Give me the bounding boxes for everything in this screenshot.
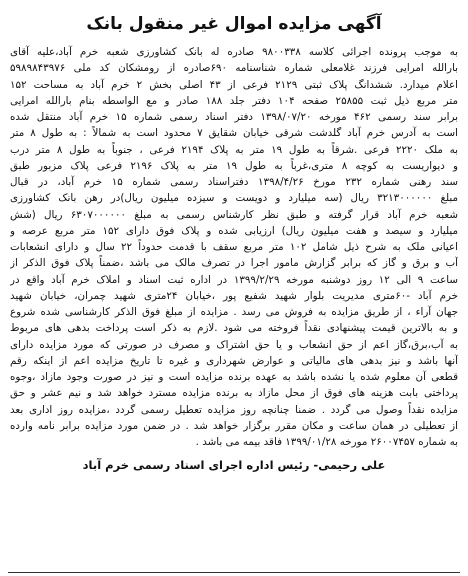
bottom-divider	[8, 572, 460, 573]
notice-line: مزایده نقداً وصول می گردد . ضمنا چنانچه روز مزایده تعطیل رسمی گردد ،مزایده روز اداری بعد	[10, 403, 458, 416]
notice-line: به ملک ۲۲۲۰ فرعی .شرقاً به طول ۱۹ متر به پلاک ۲۱۹۴ فرعی ، جنوباً به طول ۸ متر درب	[10, 143, 458, 156]
notice-title: آگهی مزایده اموال غیر منقول بانک	[86, 14, 382, 34]
notice-line: آنها باشد و نیز بدهی های مالیاتی و عوارض شهرداری و غیره تا تاریخ مزایده اعم از اینکه رقم	[10, 354, 458, 367]
notice-line: متر مربع ذیل ثبت ۲۵۸۵۵ صفحه ۱۰۴ دفتر جلد ۱۸۸ صادر و مع الواسطه بنام بارالله امرایی	[10, 94, 458, 107]
notice-line: بارالله امرایی فرزند غلامعلی شماره شناسنامه ۶۹۰صادره از رومشکان کد ملی ۵۹۸۹۸۴۳۹۷۶	[10, 62, 458, 75]
notice-line: سند رهنی شماره ۲۳۲ مورخ ۱۳۹۸/۴/۲۶ دفتراسناد رسمی شماره ۱۵ خرم آباد، در قبال	[10, 176, 458, 188]
notice-body	[10, 44, 458, 450]
notice-line: ساعت ۹ الی ۱۲ روز دوشنبه مورخه ۱۳۹۹/۲/۲۹ در اداره ثبت اسناد و املاک خرم آباد واقع در	[10, 273, 458, 286]
notice-line: برابر سند رسمی ۴۶۲ مورخه ۱۳۹۸/۰۷/۲۰ دفتر اسناد رسمی شماره ۱۵ خرم آباد منتقل شده	[10, 111, 458, 123]
notice-line: به موجب پرونده اجرائی کلاسه ۹۸۰۰۳۳۸ صادره له بانک کشاورزی شعبه خرم آباد،علیه آقای	[10, 46, 458, 58]
notice-line: به آب،برق،گاز اعم از حق انشعاب و یا حق اشتراک و مصرف در صورتی که مورد مزایده دارای	[10, 338, 458, 351]
notice-line: اعیانی ملک به شرح ذیل شامل ۱۰۲ متر مربع سقف با قدمت حدوداً ۲۲ سال و دارای انشعابات	[10, 241, 458, 253]
notice-line: و به بالاترین قیمت پیشنهادی نقداً فروخته می شود .لازم به ذکر است پرداخت بدهی های مربوط	[10, 322, 458, 335]
notice-line: خرم آباد -۶۰متری مدیریت بلوار شهید شفیع پور ،خیابان ۲۴متری شهید چمران، خیابان شهید	[10, 289, 458, 302]
signature: علی رحیمی- رئیس اداره اجرای اسناد رسمی خرم آباد	[82, 458, 386, 473]
notice-line: آب و برق و گاز که برابر گزارش مامور اجرا در تصرف مالک می باشد ،ضمناً پلاک فوق الذکر از	[10, 257, 458, 270]
notice-line: قطعی آن معلوم شده یا نشده باشد به عهده برنده مزایده است و نیز در صورت وجود مازاد ،وجوه	[10, 371, 458, 383]
notice-line: مبلغ ۳۲۱۳۰۰۰۰۰۰ ریال (سه میلیارد و دویست و سیزده میلیون ریال)در رهن بانک کشاورزی	[10, 192, 458, 205]
notice-line: شعبه خرم آباد قرار گرفته و طبق نظر کارشناس رسمی به مبلغ ۶۳۰۷۰۰۰۰۰۰ ریال (شش	[10, 208, 458, 221]
notice-line: و دیواریست به کوچه ۸ متری،غرباً به طول ۱۹ متر به پلاک ۲۱۹۶ فرعی پلاک مزبور طبق	[10, 159, 458, 172]
notice-line: از تعطیلی در همان ساعت و مکان مقرر برگزار خواهد شد . در ضمن مورد مزایده برابر نامه وارده	[10, 419, 458, 432]
notice-line: به شماره ۲۶۰۰۷۴۵۷ مورخه ۱۳۹۹/۰۱/۲۸ فاقد بیمه می باشد .	[195, 436, 458, 448]
notice-line: جهان آراء ، از طریق مزایده به فروش می رسد . مزایده از مبلغ فوق الذکر کارشناسی شده شروع	[10, 306, 458, 318]
notice-line: است به آدرس خرم آباد گلدشت شرقی خیابان شقایق ۷ محدود است به شمالاً : به طول ۸ متر	[10, 127, 458, 140]
notice-line: میلیارد و سیصد و هفت میلیون ریال) ارزیابی شده و پلاک فوق دارای ۱۵۲ متر مربع عرصه و	[10, 224, 458, 237]
notice-line: اعلام میدارد. ششدانگ پلاک ثبتی ۲۱۲۹ فرعی از ۴۳ اصلی بخش ۲ خرم آباد به مساحت ۱۵۲	[10, 78, 458, 91]
notice-line: پرداختی بابت هزینه های فوق از محل مازاد به برنده مزایده مسترد خواهد شد و نیم عشر و حق	[10, 387, 458, 400]
